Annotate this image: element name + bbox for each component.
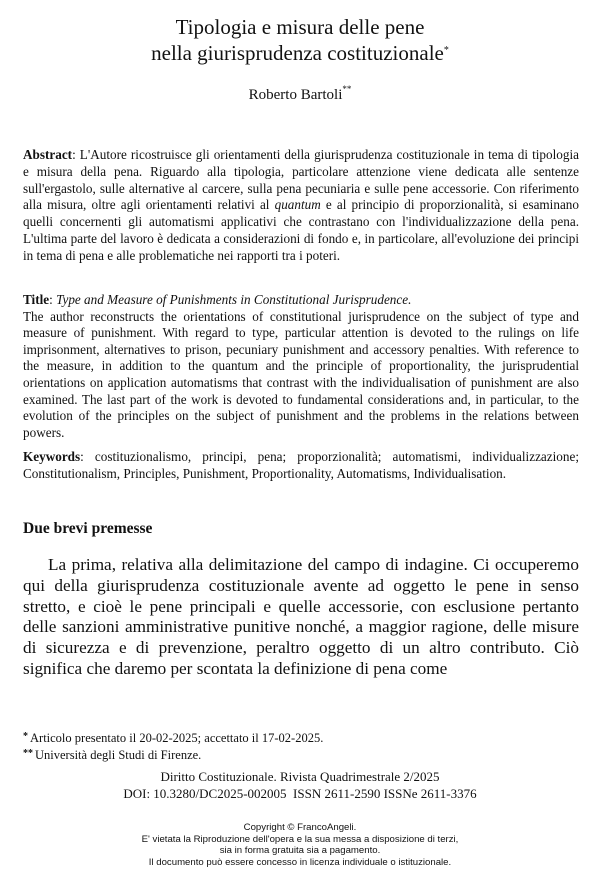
abstract-quantum: quantum: [274, 197, 321, 213]
keywords-label: Keywords: [23, 449, 81, 464]
footnote-1-mark: *: [23, 731, 28, 742]
abstract-text-2: e al principio di proporzionalità, si esaminano quelli concernenti gli automatismi applicativi che contrastano con l'individualizzazione della pena. L'ultima parte del lavoro è dedicata a considerazioni di fondo e, in particolare, all'evoluzione dei principi in tema di pena e alle problematiche nei rapporti tra i poteri.: [23, 197, 579, 263]
journal-doi: DOI: 10.3280/DC2025-002005 ISSN 2611-2590 ISSNe 2611-3376: [123, 786, 477, 801]
title-line-2: [0, 40, 600, 66]
english-abstract-text: The author reconstructs the orientations of constitutional jurisprudence on the subject of type and measure of punishment. With regard to type, particular attention is devoted to the rulings on life imprisonment, alternatives to prison, pecuniary punishment and accessory penalties. With reference to the measure, in addition to the quantum and the principle of proportionality, the jurisprudential orientations on application automatisms that contrast with the individualisation of punishment are also examined. The last part of the work is devoted to fundamental considerations and, in particular, to the evolution of the principles on the subject of punishment and the problems in the relations between powers.: [23, 308, 579, 440]
footnote-1: [23, 731, 323, 746]
footnote-2-mark: **: [23, 748, 33, 759]
author-text: Roberto Bartoli: [248, 87, 343, 103]
copyright-line-2: E' vietata la Riproduzione dell'opera e la sua messa a disposizione di terzi,: [141, 833, 459, 845]
journal-info: [0, 768, 600, 802]
copyright-line-3: sia in forma gratuita sia a pagamento.: [219, 845, 381, 857]
footnote-1-text: Articolo presentato il 20-02-2025; accettato il 17-02-2025.: [30, 731, 324, 745]
section-heading: Due brevi premesse: [23, 520, 153, 537]
copyright-notice: [0, 822, 600, 868]
keywords-text: : costituzionalismo, principi, pena; proporzionalità; automatismi, individualizzazione; Constitutionalism, Principles, Punishment, Proportionality, Automatisms, Individualisation.: [23, 449, 579, 481]
abstract-text-1: : L'Autore ricostruisce gli orientamenti della giurisprudenza costituzionale in tema di tipologia e misura della pena. Riguardo alla tipologia, particolare attenzione viene dedicata alle sentenze sull'ergastolo, sulle alternative al carcere, sulla pena pecuniaria e sulle pene accessorie. Con riferimento alla misura, oltre agli orientamenti relativi al: [23, 147, 579, 213]
keywords-paragraph: [23, 449, 579, 482]
title-footnote-mark: *: [443, 45, 449, 56]
article-title: [0, 14, 600, 66]
title-line-2-text: nella giurisprudenza costituzionale: [151, 41, 444, 65]
copyright-line-4: Il documento può essere concesso in licenza individuale o istituzionale.: [148, 856, 452, 868]
english-abstract: Title: Type and Measure of Punishments in Constitutional Jurisprudence. The author reconstructs the orientations of constitutional jurisprudence on the subject of type and measure of punishment. With regard to type, particular attention is devoted to the rulings on life imprisonment, alternatives to prison, pecuniary punishment and accessory penalties. With reference to the measure, in addition to the quantum and the principle of proportionality, the jurisprudential orientations on application automatisms that contrast with the individualisation of punishment are also examined. The last part of the work is devoted to fundamental considerations and, in particular, to the evolution of the principles on the subject of punishment and the problems in the relations between powers.: [23, 292, 579, 440]
title-line-1: Tipologia e misura delle pene: [175, 15, 425, 39]
journal-name: Diritto Costituzionale. Rivista Quadrimestrale 2/2025: [160, 769, 440, 784]
body-paragraph: La prima, relativa alla delimitazione del campo di indagine. Ci occuperemo qui della giurisprudenza costituzionale avente ad oggetto le pene in senso stretto, e cioè le pene principali e quelle accessorie, con esclusione pertanto delle sanzioni amministrative punitive nonché, a maggior ragione, delle misure di sicurezza e di prevenzione, peraltro oggetto di un altro contributo. Ciò significa che daremo per scontata la definizione di pena come: [23, 555, 579, 678]
footnote-2: [23, 748, 201, 763]
english-title: Type and Measure of Punishments in Constitutional Jurisprudence.: [56, 292, 412, 307]
english-title-label: Title: [23, 292, 50, 307]
author-name: [0, 84, 600, 104]
copyright-line-1: Copyright © FrancoAngeli.: [243, 822, 357, 833]
footnote-2-text: Università degli Studi di Firenze.: [35, 748, 202, 762]
author-footnote-mark: **: [342, 84, 352, 94]
abstract-paragraph: [23, 147, 579, 265]
abstract-label: Abstract: [23, 147, 73, 162]
